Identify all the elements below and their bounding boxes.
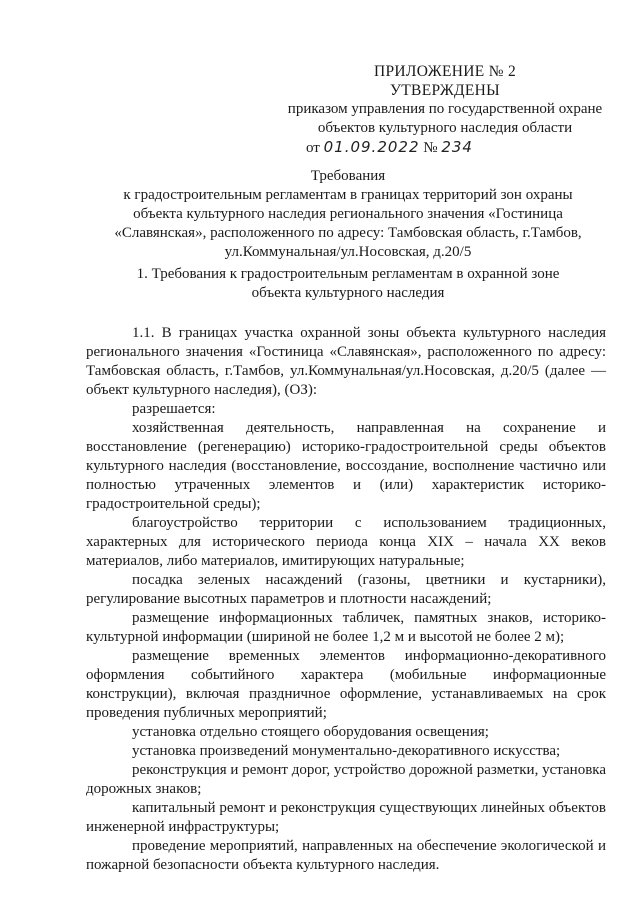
list-item: размещение информационных табличек, памятных знаков, историко-культурной информации (шириной не более 1,2 м и высотой не более 2 м); <box>86 610 606 645</box>
order-date-line <box>280 138 610 158</box>
list-item: посадка зеленых насаждений (газоны, цветники и кустарники), регулирование высотных параметров и плотности насаждений; <box>86 572 606 607</box>
section-heading-line-1: 1. Требования к градостроительным регламентам в охранной зоне <box>136 266 560 282</box>
list-item: реконструкция и ремонт дорог, устройство дорожной разметки, установка дорожных знаков; <box>86 762 606 797</box>
list-item: капитальный ремонт и реконструкция существующих линейных объектов инженерной инфраструктуры; <box>86 800 606 835</box>
document-body <box>86 324 606 875</box>
appendix-number: ПРИЛОЖЕНИЕ № 2 <box>373 63 517 80</box>
title-line-2: к градостроительным регламентам в границах территорий зон охраны <box>123 187 573 203</box>
list-item: благоустройство территории с использованием традиционных, характерных для исторического периода конца XIX – начала XX веков материалов, либо материалов, имитирующих натуральные; <box>86 515 606 569</box>
number-prefix: № <box>423 140 438 156</box>
date-prefix: от <box>306 140 320 156</box>
section-1-heading <box>88 265 608 303</box>
permitted-label: разрешается: <box>132 401 216 417</box>
order-issuer-line2: объектов культурного наследия области <box>317 120 573 136</box>
approval-label: УТВЕРЖДЕНЫ <box>390 82 500 99</box>
title-line-1: Требования <box>310 168 386 184</box>
list-item: хозяйственная деятельность, направленная на сохранение и восстановление (регенерацию) историко-градостроительной среды объектов культурного наследия (восстановление, воссоздание, восполнение частично или полностью утраченных элементов и (или) характеристик историко-градостроительной среды); <box>86 420 606 512</box>
title-line-3: объекта культурного наследия регионального значения «Гостиница <box>133 206 563 222</box>
title-line-5: ул.Коммунальная/ул.Носовская, д.20/5 <box>224 244 472 260</box>
handwritten-date: 01.09.2022 <box>323 138 420 156</box>
document-title <box>88 167 608 262</box>
approval-header <box>280 62 610 158</box>
list-item: размещение временных элементов информационно-декоративного оформления событийного характера (мобильные информационные конструкции), включая праздничное оформление, устанавливаемых на срок проведения публичных мероприятий; <box>86 648 606 721</box>
order-issuer-line1: приказом управления по государственной охране <box>287 101 603 117</box>
paragraph-1-1: 1.1. В границах участка охранной зоны объекта культурного наследия регионального значения «Гостиница «Славянская», расположенного по адресу: Тамбовская область, г.Тамбов, ул.Коммунальная/ул.Носовская, д.20/5 (далее — объект культурного наследия), (ОЗ): <box>86 325 606 398</box>
title-line-4: «Славянская», расположенного по адресу: Тамбовская область, г.Тамбов, <box>114 225 582 241</box>
list-item: установка произведений монументально-декоративного искусства; <box>132 743 561 759</box>
section-heading-line-2: объекта культурного наследия <box>251 285 445 301</box>
handwritten-number: 234 <box>441 138 473 156</box>
list-item: проведение мероприятий, направленных на обеспечение экологической и пожарной безопасности объекта культурного наследия. <box>86 838 606 873</box>
list-item: установка отдельно стоящего оборудования освещения; <box>132 724 489 740</box>
